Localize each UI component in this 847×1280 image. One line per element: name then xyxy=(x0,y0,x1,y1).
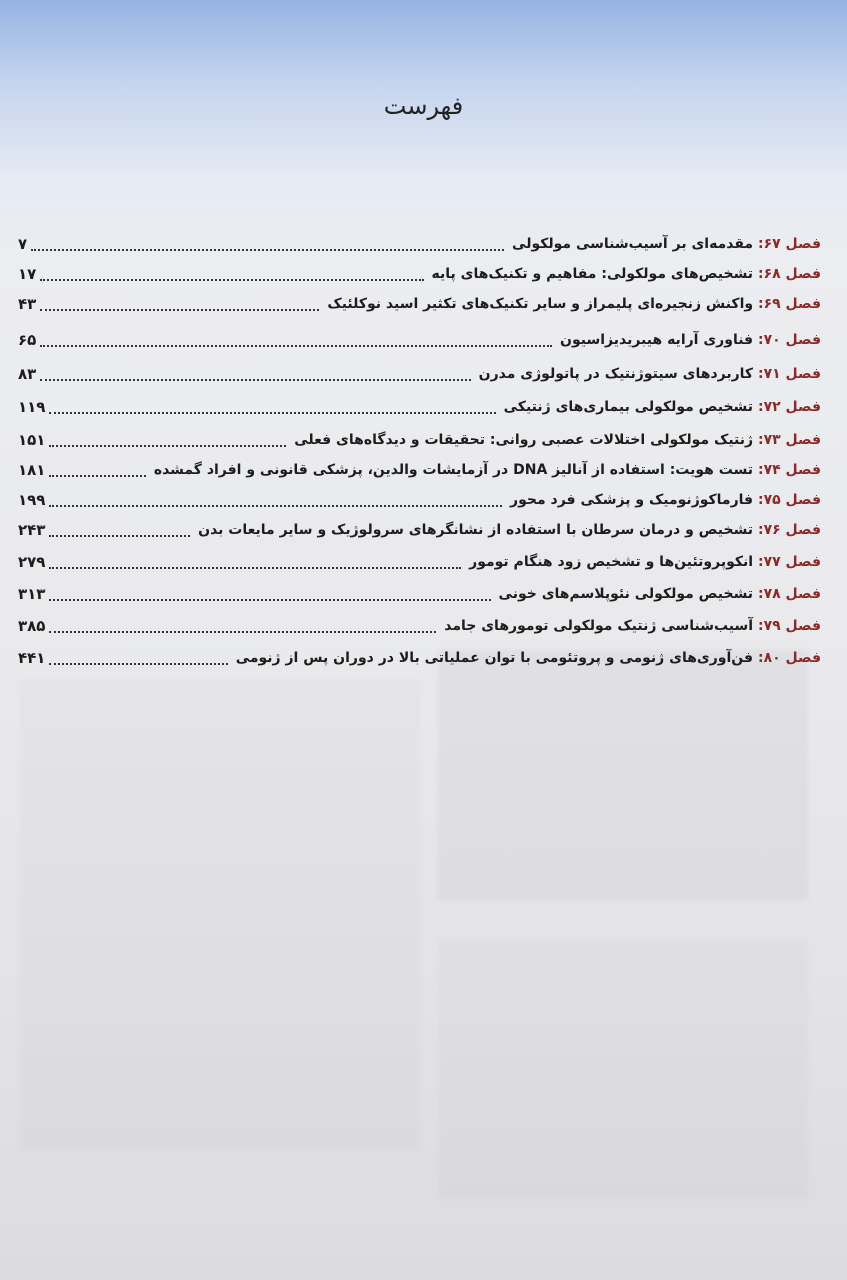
leader-dots xyxy=(49,631,436,633)
toc-chapter-number: فصل ۷۷: xyxy=(757,554,821,570)
toc-row xyxy=(0,395,847,425)
toc-chapter-title: مقدمه‌ای بر آسیب‌شناسی مولکولی xyxy=(512,236,754,252)
toc-page-number: ۳۸۵ xyxy=(18,617,46,635)
toc-page-number: ۷ xyxy=(18,235,28,253)
leader-dots xyxy=(31,249,504,251)
toc-chapter-number: فصل ۷۴: xyxy=(757,462,821,478)
leader-dots xyxy=(49,445,286,447)
toc-entry-label xyxy=(194,518,821,542)
toc-entry-label xyxy=(500,395,821,419)
toc-chapter-title: انکوپروتئین‌ها و تشخیص زود هنگام تومور xyxy=(469,554,754,570)
toc-page-number: ۸۳ xyxy=(18,365,37,383)
toc-row xyxy=(0,328,847,358)
toc-page-number: ۴۳ xyxy=(18,295,37,313)
leader-dots xyxy=(49,412,495,414)
toc-chapter-number: فصل ۷۹: xyxy=(757,618,821,634)
toc-page-number: ۴۴۱ xyxy=(18,649,46,667)
page-title: فهرست xyxy=(383,92,464,120)
toc-chapter-number: فصل ۷۲: xyxy=(757,399,821,415)
toc-row xyxy=(0,292,847,322)
toc-chapter-number: فصل ۷۰: xyxy=(757,332,821,348)
toc-page-number: ۱۵۱ xyxy=(18,431,46,449)
bleed-through-text-right xyxy=(438,940,808,1200)
toc-row xyxy=(0,582,847,612)
toc-chapter-title: تشخیص‌های مولکولی: مفاهیم و تکنیک‌های پایه xyxy=(431,266,754,282)
toc-chapter-title: آسیب‌شناسی ژنتیک مولکولی تومورهای جامد xyxy=(444,618,754,634)
toc-entry-label xyxy=(232,646,821,670)
toc-chapter-number: فصل ۶۸: xyxy=(757,266,821,282)
toc-entry-label xyxy=(495,582,821,606)
toc-chapter-title: فن‌آوری‌های ژنومی و پروتئومی با توان عملیاتی بالا در دوران پس از ژنومی xyxy=(235,650,754,666)
toc-row xyxy=(0,518,847,548)
toc-entry-label xyxy=(290,428,821,452)
toc-entry-label xyxy=(465,550,821,574)
leader-dots xyxy=(40,379,470,381)
toc-page-number: ۱۸۱ xyxy=(18,461,46,479)
toc-entry-label xyxy=(428,262,821,286)
bleed-through-block xyxy=(438,650,808,900)
leader-dots xyxy=(49,505,502,507)
toc-chapter-number: فصل ۶۹: xyxy=(757,296,821,312)
toc-chapter-number: فصل ۷۸: xyxy=(757,586,821,602)
toc-entry-label xyxy=(556,328,821,352)
toc-entry-label xyxy=(508,232,821,256)
toc-entry-label xyxy=(440,614,821,638)
leader-dots xyxy=(40,345,552,347)
toc-chapter-number: فصل ۷۶: xyxy=(757,522,821,538)
toc-row xyxy=(0,614,847,644)
toc-page-number: ۲۴۳ xyxy=(18,521,46,539)
toc-page-number: ۶۵ xyxy=(18,331,37,349)
toc-chapter-number: فصل ۶۷: xyxy=(757,236,821,252)
toc-page-number: ۱۷ xyxy=(18,265,37,283)
toc-row xyxy=(0,646,847,676)
toc-row xyxy=(0,362,847,392)
leader-dots xyxy=(40,279,423,281)
leader-dots xyxy=(49,567,461,569)
toc-chapter-title: فناوری آرایه هیبریدیزاسیون xyxy=(560,332,754,348)
toc-page-number: ۳۱۳ xyxy=(18,585,46,603)
toc-chapter-title: تشخیص و درمان سرطان با استفاده از نشانگرهای سرولوژیک و سایر مایعات بدن xyxy=(198,522,754,538)
toc-row xyxy=(0,458,847,488)
toc-entry-label xyxy=(475,362,821,386)
toc-chapter-title: فارماکوژنومیک و پزشکی فرد محور xyxy=(510,492,754,508)
toc-row xyxy=(0,262,847,292)
toc-page-number: ۱۹۹ xyxy=(18,491,46,509)
toc-row xyxy=(0,232,847,262)
bleed-through-text-left xyxy=(20,680,420,1150)
leader-dots xyxy=(40,309,319,311)
toc-page-number: ۱۱۹ xyxy=(18,398,46,416)
toc-entry-label xyxy=(150,458,821,482)
toc-chapter-number: فصل ۷۵: xyxy=(757,492,821,508)
leader-dots xyxy=(49,599,490,601)
toc-row xyxy=(0,488,847,518)
toc-chapter-number: فصل ۷۳: xyxy=(757,432,821,448)
toc-entry-label xyxy=(506,488,821,512)
toc-chapter-number: فصل ۷۱: xyxy=(757,366,821,382)
toc-chapter-title: کاربردهای سیتوژنتیک در پاتولوژی مدرن xyxy=(478,366,754,382)
toc-entry-label xyxy=(323,292,821,316)
toc-row xyxy=(0,428,847,458)
toc-chapter-title: واکنش زنجیره‌ای پلیمراز و سایر تکنیک‌های تکثیر اسید نوکلئیک xyxy=(327,296,754,312)
toc-chapter-title: تشخیص مولکولی نئوپلاسم‌های خونی xyxy=(498,586,754,602)
toc-row xyxy=(0,550,847,580)
toc-chapter-title: ژنتیک مولکولی اختلالات عصبی روانی: تحقیقات و دیدگاه‌های فعلی xyxy=(294,432,754,448)
toc-chapter-title: تشخیص مولکولی بیماری‌های ژنتیکی xyxy=(503,399,754,415)
toc-chapter-number: فصل ۸۰: xyxy=(757,650,821,666)
toc-page-number: ۲۷۹ xyxy=(18,553,46,571)
toc-chapter-title: تست هویت: استفاده از آنالیز DNA در آزمایشات والدین، پزشکی قانونی و افراد گمشده xyxy=(153,462,754,478)
